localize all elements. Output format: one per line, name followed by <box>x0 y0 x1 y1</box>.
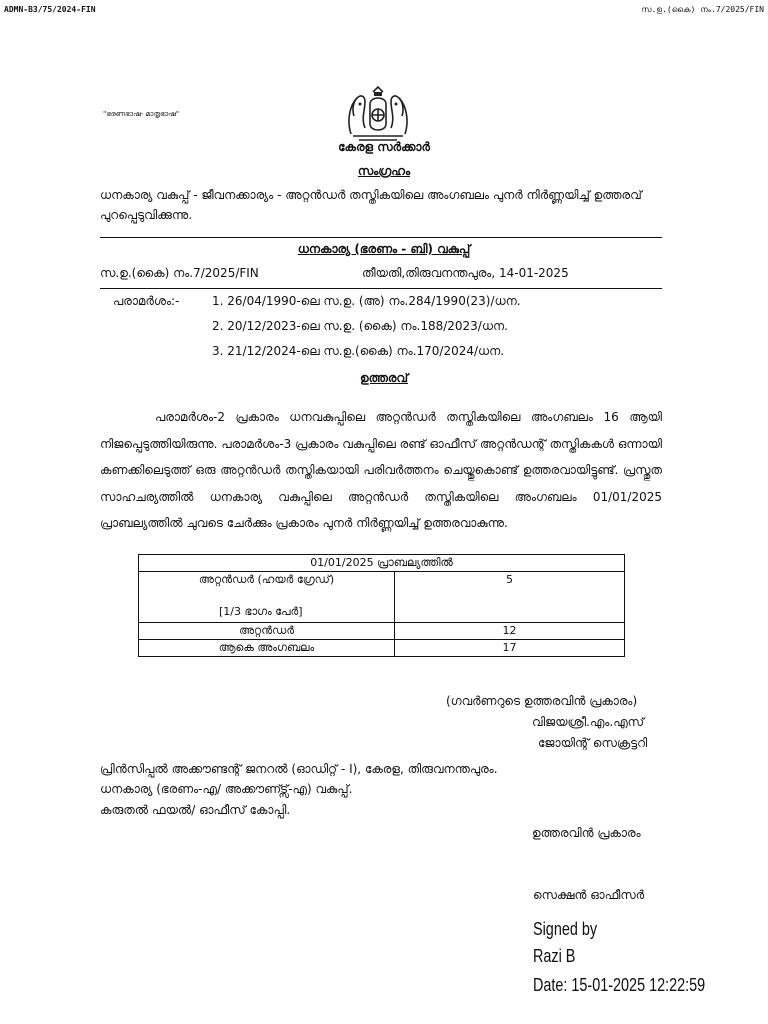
digital-signature-date: Date: 15-01-2025 12:22:59 <box>533 975 706 995</box>
file-number: ADMN-B3/75/2024-FIN <box>4 5 96 14</box>
reference-item: 1. 26/04/1990-ലെ സ.ഉ. (അ) നം.284/1990(23)/ധന. <box>212 294 521 308</box>
government-name: കേരള സർക്കാർ <box>338 140 430 154</box>
references-label: പരാമർശം:- <box>113 294 180 308</box>
order-date: തീയതി,തിരുവനന്തപുരം, 14-01-2025 <box>362 266 569 280</box>
digital-signature-label: Signed by <box>533 919 598 939</box>
table-cell-label <box>139 572 395 623</box>
table-cell-label: അറ്റൻഡർ <box>139 623 395 640</box>
digital-signature-name: Razi B <box>533 946 576 966</box>
order-body: പരാമർശം-2 പ്രകാരം ധനവകുപ്പിലെ അറ്റൻഡർ തസ്തികയിലെ അംഗബലം 16 ആയി നിജപ്പെടുത്തിയിരുന്നു. പരാമർശം-3 പ്രകാരം വകുപ്പിലെ രണ്ട് ഓഫീസ് അറ്റൻഡന്റ് തസ്തികകൾ ഒന്നായി കണക്കിലെടുത്ത് ഒരു അറ്റൻഡർ തസ്തികയായി പരിവർത്തനം ചെയ്തുകൊണ്ട് ഉത്തരവായിട്ടുണ്ട്. പ്രസ്തുത സാഹചര്യത്തിൽ ധനകാര്യ വകുപ്പിലെ അറ്റൻഡർ തസ്തികയിലെ അംഗബലം 01/01/2025 പ്രാബല്യത്തിൽ ചുവടെ ചേർക്കും പ്രകാരം പുനർ നിർണ്ണയിച്ച് ഉത്തരവാകുന്നു. <box>100 410 662 530</box>
table-cell-value: 17 <box>395 640 625 657</box>
row-note: [1/3 ഭാഗം പേർ] <box>219 605 303 618</box>
divider-top <box>100 237 662 238</box>
table-cell-label: ആകെ അംഗബലം <box>139 640 395 657</box>
by-order-line: ഉത്തരവിൻ പ്രകാരം <box>532 826 641 840</box>
signatory-name: വിജയശ്രീ.എം.എസ് <box>532 715 645 729</box>
order-title: ഉത്തരവ് <box>359 371 409 385</box>
order-reference: സ.ഉ.(കൈ) നം.7/2025/FIN <box>641 5 764 14</box>
table-row <box>139 555 625 572</box>
motto: "ഭരണഭാഷ- മാതൃഭാഷ" <box>103 110 180 118</box>
abstract-title: സംഗ്രഹം <box>357 164 411 178</box>
strength-table <box>138 554 625 657</box>
signatory-designation: ജോയിന്റ് സെക്രട്ടറി <box>538 736 648 750</box>
table-cell-value: 5 <box>395 572 625 623</box>
row-label: അറ്റൻഡർ (ഹയർ ഗ്രേഡ്) <box>198 573 335 586</box>
reference-item: 2. 20/12/2023-ലെ സ.ഉ. (കൈ) നം.188/2023/ധന. <box>212 319 508 333</box>
table-row <box>139 640 625 657</box>
department-name: ധനകാര്യ (ഭരണം - ബി) വകുപ്പ് <box>297 242 471 256</box>
order-number: സ.ഉ.(കൈ) നം.7/2025/FIN <box>100 266 259 280</box>
table-row <box>139 572 625 623</box>
recipient-item: ധനകാര്യ (ഭരണം-എ/ അക്കൗണ്ട്സ്-എ) വകുപ്പ്. <box>100 782 353 796</box>
table-heading: 01/01/2025 പ്രാബല്യത്തിൽ <box>139 555 625 572</box>
subject-text: ധനകാര്യ വകുപ്പ് - ജീവനക്കാര്യം - അറ്റൻഡർ തസ്തികയിലെ അംഗബലം പുനർ നിർണ്ണയിച്ച് ഉത്തരവ് പുറപ്പെടുവിക്കുന്നു. <box>100 188 642 222</box>
table-cell-value: 12 <box>395 623 625 640</box>
governor-order-line: (ഗവർണറുടെ ഉത്തരവിൻ പ്രകാരം) <box>446 694 638 708</box>
recipient-item: പ്രിൻസിപ്പൽ അക്കൗണ്ടന്റ് ജനറൽ (ഓഡിറ്റ് - I), കേരള, തിരുവനന്തപുരം. <box>100 762 498 776</box>
table-row <box>139 623 625 640</box>
kerala-emblem <box>343 84 413 142</box>
reference-item: 3. 21/12/2024-ലെ സ.ഉ.(കൈ) നം.170/2024/ധന. <box>212 344 505 358</box>
recipient-item: കരുതൽ ഫയൽ/ ഓഫീസ് കോപ്പി. <box>100 803 291 817</box>
divider-bottom <box>100 288 662 289</box>
section-officer: സെക്ഷൻ ഓഫീസർ <box>533 888 645 902</box>
